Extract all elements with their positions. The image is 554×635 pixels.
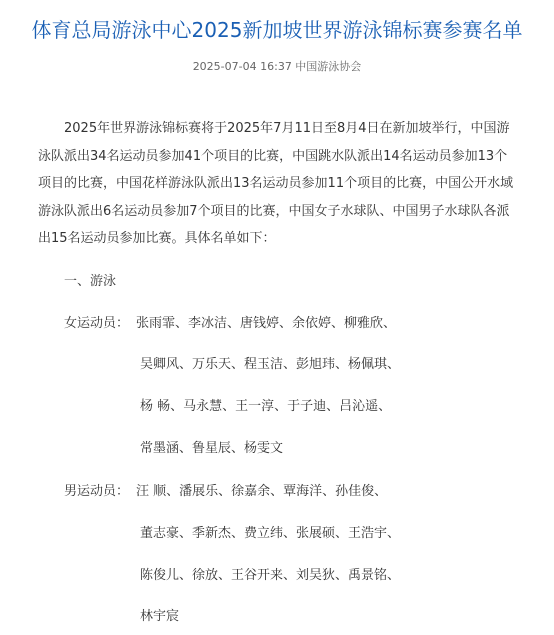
men-athletes-line: 陈俊儿、徐放、王谷开来、刘吴狄、禹景铭、	[140, 568, 401, 583]
men-athletes-line: 董志豪、季新杰、费立纬、张展硕、王浩宇、	[140, 526, 401, 541]
women-athletes-line: 张雨霏、李冰洁、唐钱婷、余依婷、柳雅欣、	[136, 316, 397, 331]
women-athletes-label: 女运动员：	[64, 316, 130, 331]
women-athletes-line: 杨 畅、马永慧、王一淳、于子迪、吕沁遥、	[140, 399, 392, 414]
intro-paragraph: 2025年世界游泳锦标赛将于2025年7月11日至8月4日在新加坡举行，中国游泳队派出34名运动员参加41个项目的比赛，中国跳水队派出14名运动员参加13个项目的比赛，中国花样游泳队派出13名运动员参加11个项目的比赛，中国公开水域游泳队派出6名运动员参加7个项目的比赛，中国女子水球队、中国男子水球队各派出15名运动员参加比赛。具体名单如下：	[38, 121, 514, 246]
men-athletes-line: 汪 顺、潘展乐、徐嘉余、覃海洋、孙佳俊、	[136, 484, 388, 499]
article-title: 体育总局游泳中心2025新加坡世界游泳锦标赛参赛名单	[31, 18, 523, 42]
article-meta: 2025-07-04 16:37 中国游泳协会	[192, 60, 362, 73]
men-athletes-label: 男运动员：	[64, 484, 130, 499]
section-heading-swimming: 一、游泳	[64, 274, 117, 289]
women-athletes-line: 常墨涵、鲁星辰、杨雯文	[140, 441, 284, 456]
men-athletes-line: 林宇宸	[140, 609, 180, 624]
women-athletes-line: 吴卿风、万乐天、程玉洁、彭旭玮、杨佩琪、	[140, 357, 401, 372]
